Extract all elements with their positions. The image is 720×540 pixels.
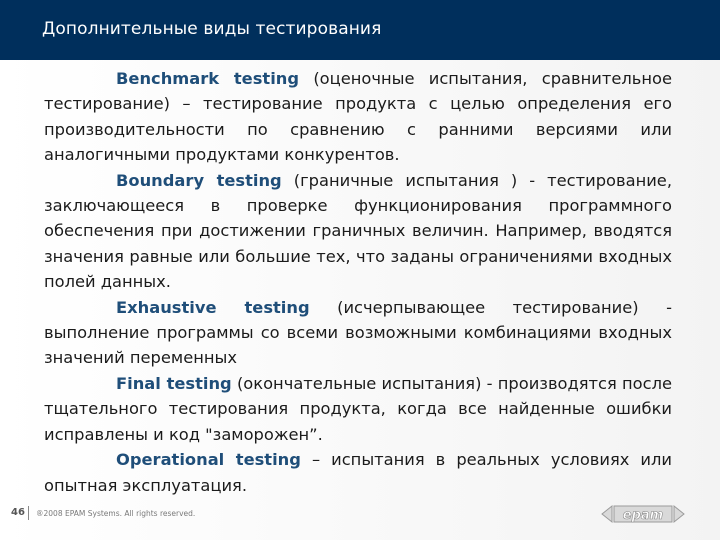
term-operational-testing: Operational testing xyxy=(116,450,301,470)
term-exhaustive-testing: Exhaustive testing xyxy=(116,297,310,317)
page-number: 46 xyxy=(11,507,25,518)
description-operational-testing: – испытания в реальных условиях или опытная эксплуатация. xyxy=(44,450,672,495)
description-exhaustive-testing: (исчерпывающее тестирование) - выполнение программы со всеми возможными комбинациями входных значений переменных xyxy=(44,297,672,368)
footer-divider xyxy=(28,506,29,520)
list-item xyxy=(44,168,672,295)
description-final-testing: (окончательные испытания) - производятся после тщательного тестирования продукта, когда все найденные ошибки исправлены и код "заморожен”. xyxy=(44,373,673,444)
term-final-testing: Final testing xyxy=(116,373,232,393)
slide-footer xyxy=(0,500,720,540)
list-item xyxy=(44,295,672,371)
copyright-text: ®2008 EPAM Systems. All rights reserved. xyxy=(36,509,196,518)
logo-text: epam xyxy=(622,508,664,523)
list-item xyxy=(44,447,672,498)
description-benchmark-testing: (оценочные испытания, сравнительное тестирование) – тестирование продукта с целью определения его производительности по сравнению с ранними версиями или аналогичными продуктами конкурентов. xyxy=(44,69,672,165)
slide-content xyxy=(44,66,672,498)
term-benchmark-testing: Benchmark testing xyxy=(116,69,300,88)
list-item xyxy=(44,66,672,168)
term-boundary-testing: Boundary testing xyxy=(116,170,282,190)
description-boundary-testing: (граничные испытания ) - тестирование, заключающееся в проверке функционирования программного обеспечения при достижении граничных величин. Например, вводятся значения равные или большие тех, что заданы ограничениями входных полей данных. xyxy=(44,170,672,292)
slide-title: Дополнительные виды тестирования xyxy=(42,19,382,39)
list-item xyxy=(44,371,672,447)
epam-logo xyxy=(601,503,685,525)
slide-title-bar xyxy=(0,0,720,60)
